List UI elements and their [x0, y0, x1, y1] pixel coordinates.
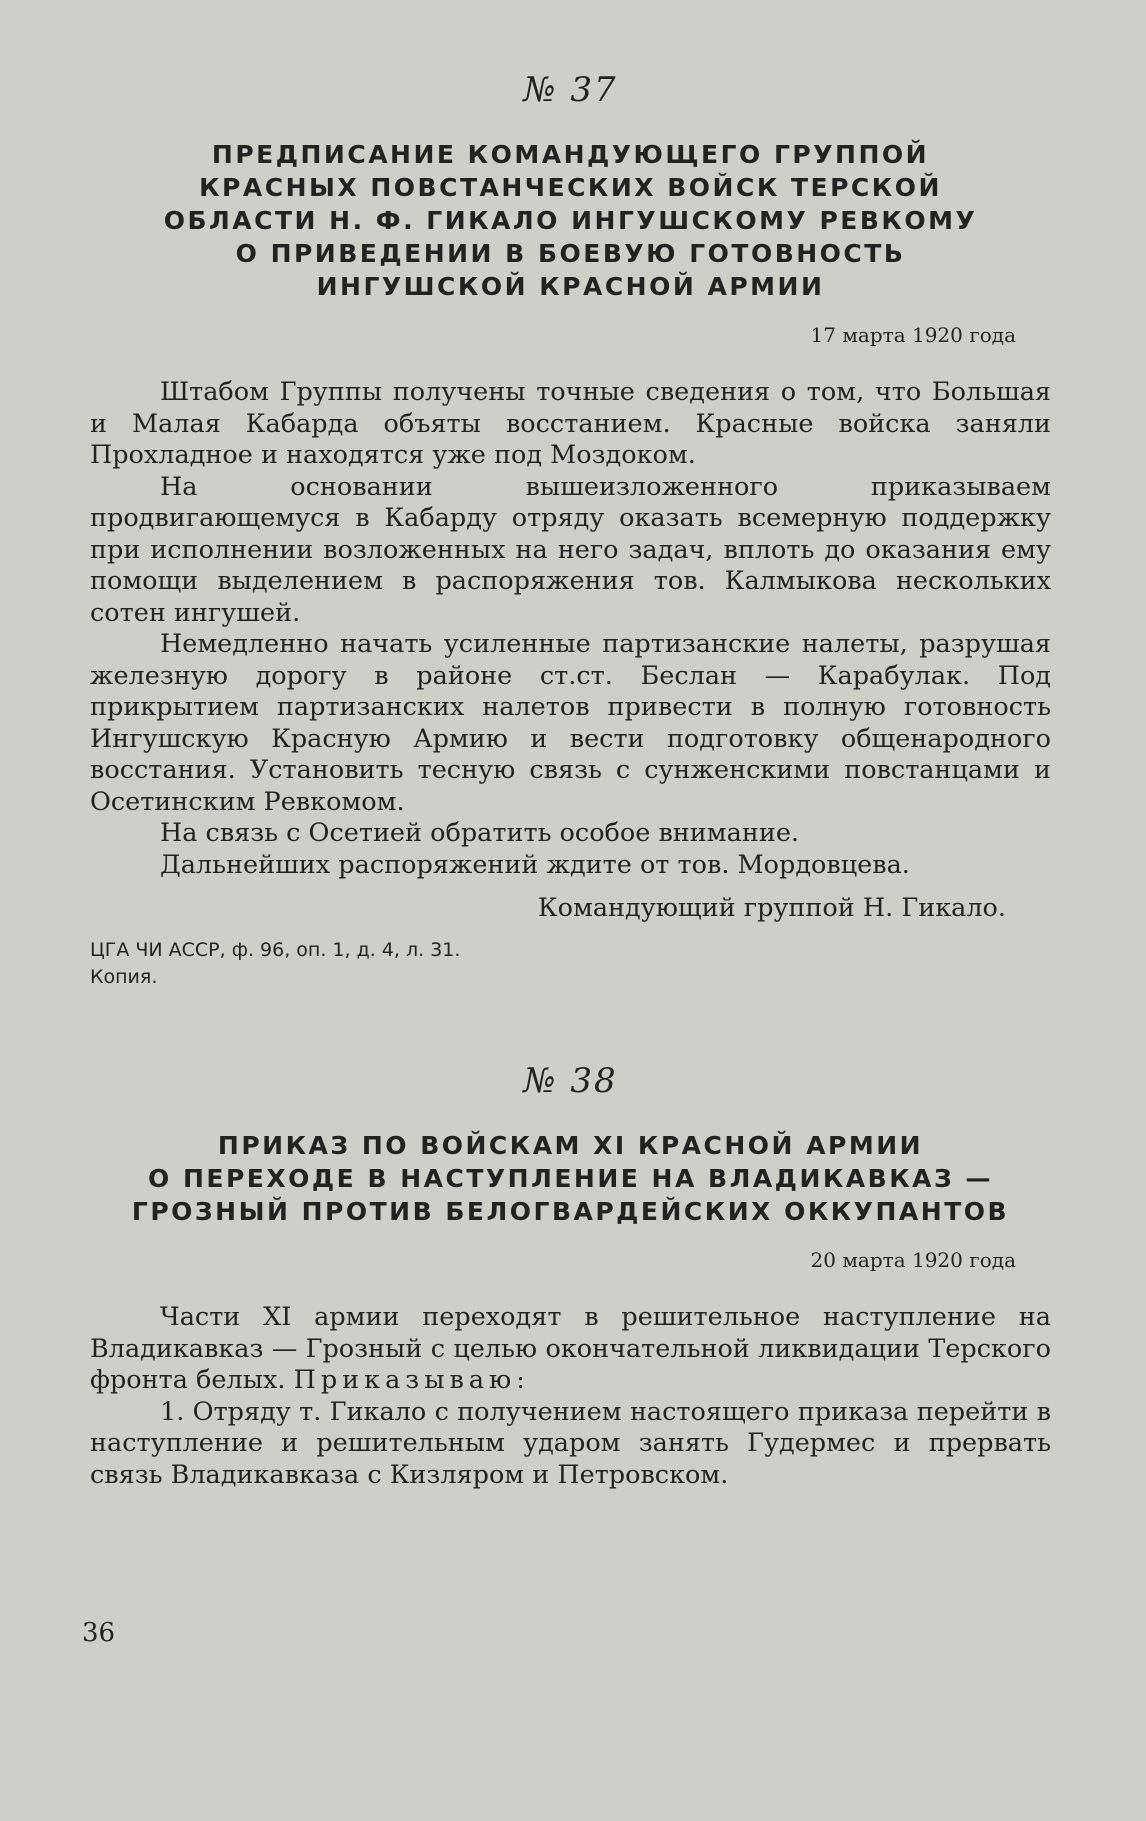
paragraph: На связь с Осетией обратить особое внимание.	[160, 818, 800, 848]
document-body	[90, 1302, 1051, 1491]
title-line: ПРЕДПИСАНИЕ КОМАНДУЮЩЕГО ГРУППОЙ	[211, 140, 930, 169]
title-line: О ПЕРЕХОДЕ В НАСТУПЛЕНИЕ НА ВЛАДИКАВКАЗ —	[148, 1164, 993, 1193]
paragraph: Дальнейших распоряжений ждите от тов. Мордовцева.	[160, 849, 910, 880]
title-line: ОБЛАСТИ Н. Ф. ГИКАЛО ИНГУШСКОМУ РЕВКОМУ	[163, 206, 978, 235]
title-line: О ПРИВЕДЕНИИ В БОЕВУЮ ГОТОВНОСТЬ	[235, 239, 906, 268]
page-number: 36	[82, 1618, 116, 1648]
paragraph: Немедленно начать усиленные партизанские налеты, разрушая железную дорогу в районе ст.ст. Беслан — Карабулак. Под прикрытием партизанских налетов привести в полную готовность Ингушскую Красную Армию и вести подготовку общенародного восстания. Установить тесную связь с сунженскими повстанцами и Осетинским Ревкомом.	[90, 629, 1051, 817]
document-title	[90, 138, 1051, 303]
title-line: ПРИКАЗ ПО ВОЙСКАМ XI КРАСНОЙ АРМИИ	[217, 1131, 924, 1160]
title-line: КРАСНЫХ ПОВСТАНЧЕСКИХ ВОЙСК ТЕРСКОЙ	[199, 173, 942, 202]
copy-note: Копия.	[90, 966, 158, 988]
emphasized-word: Приказываю:	[293, 1365, 530, 1395]
document-number: № 37	[523, 70, 618, 110]
paragraph: На основании вышеизложенного приказываем продвигающемуся в Кабарду отряду оказать всемерную поддержку при исполнении возложенных на него задач, вплоть до оказания ему помощи выделением в распоряжения тов. Калмыкова нескольких сотен ингушей.	[90, 471, 1051, 628]
paragraph	[90, 1302, 1051, 1397]
paragraph: Штабом Группы получены точные сведения о том, что Большая и Малая Кабарда объяты восстанием. Красные войска заняли Прохладное и находятся уже под Моздоком.	[90, 377, 1051, 470]
document-date: 17 марта 1920 года	[810, 323, 1016, 347]
paragraph-text: Части XI армии переходят в решительное наступление на Владикавказ — Грозный с целью окончательной ликвидации Терского фронта белых.	[90, 1302, 1051, 1395]
document-title	[90, 1129, 1051, 1228]
signature: Командующий группой Н. Гикало.	[537, 893, 1006, 923]
document-37	[90, 70, 1051, 991]
document-date: 20 марта 1920 года	[810, 1248, 1016, 1272]
document-body	[90, 377, 1051, 881]
source-reference: ЦГА ЧИ АССР, ф. 96, оп. 1, д. 4, л. 31.	[90, 939, 461, 961]
document-38	[90, 1061, 1051, 1491]
paragraph: 1. Отряду т. Гикало с получением настоящего приказа перейти в наступление и решительным ударом занять Гудермес и прервать связь Владикавказа с Кизляром и Петровском.	[90, 1396, 1051, 1490]
title-line: ГРОЗНЫЙ ПРОТИВ БЕЛОГВАРДЕЙСКИХ ОККУПАНТОВ	[131, 1197, 1010, 1226]
title-line: ИНГУШСКОЙ КРАСНОЙ АРМИИ	[316, 272, 825, 301]
archive-source	[90, 937, 1051, 991]
document-number: № 38	[523, 1061, 618, 1101]
